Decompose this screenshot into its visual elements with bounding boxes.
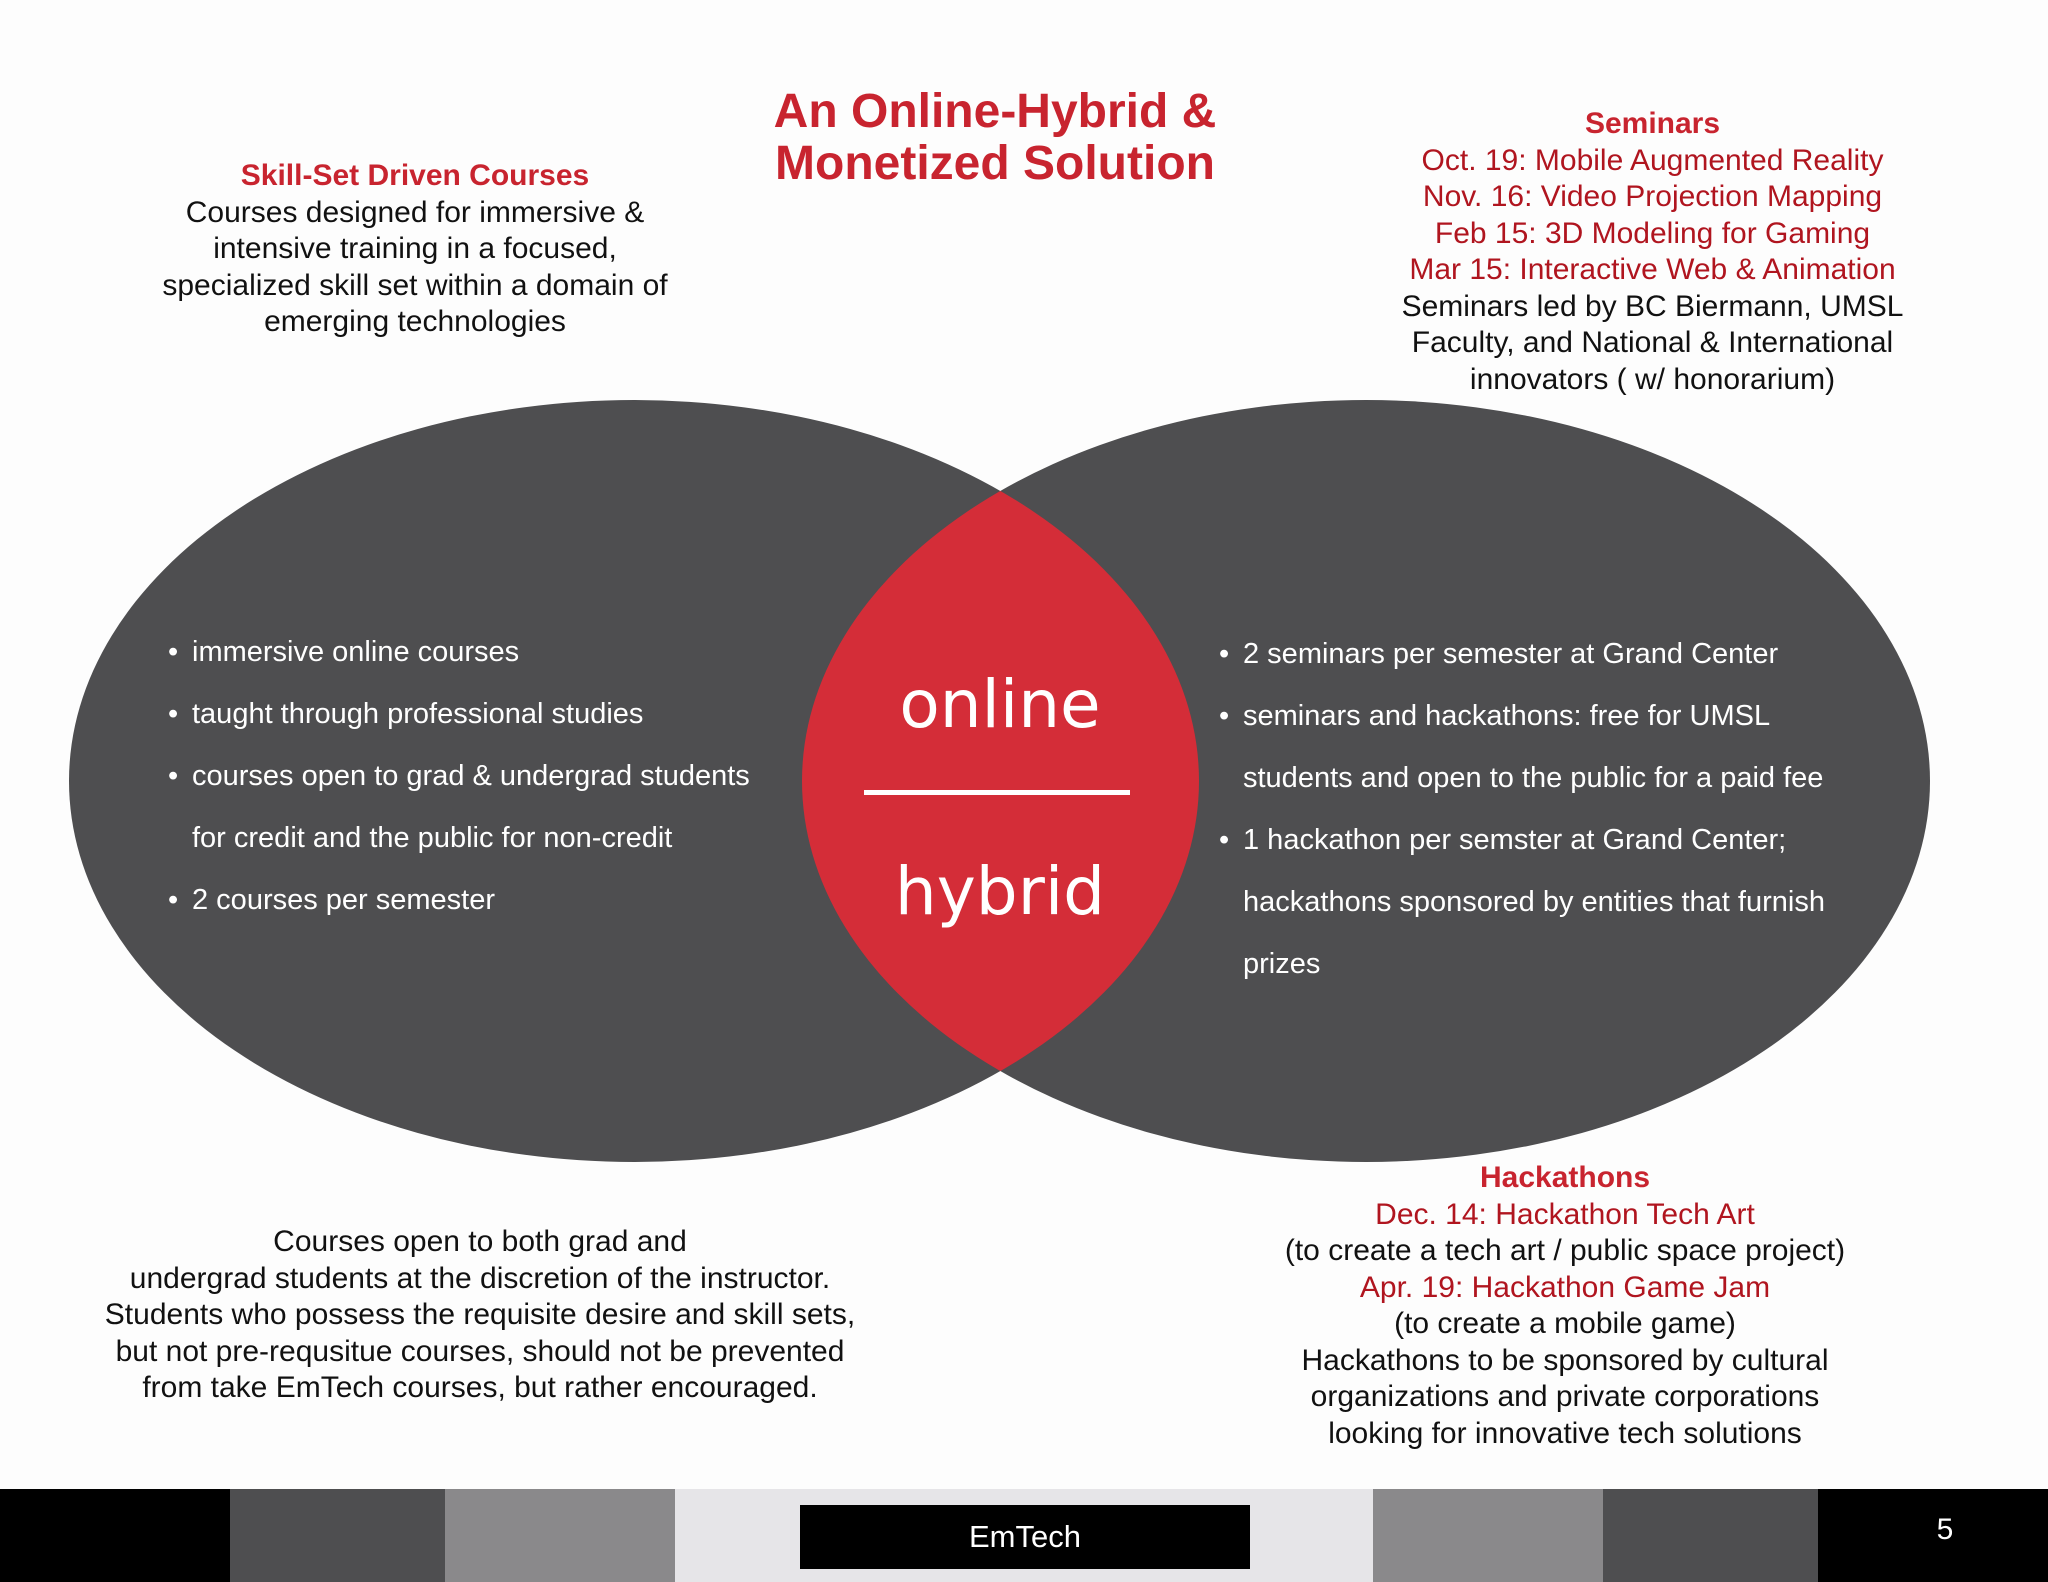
list-item bbox=[1219, 623, 1825, 685]
bullet-text: courses open to grad & undergrad students bbox=[192, 760, 750, 792]
seminar-note: Faculty, and National & International bbox=[1411, 326, 1894, 359]
skill-set-line: specialized skill set within a domain of bbox=[162, 268, 668, 302]
seminars-heading: Seminars bbox=[1584, 107, 1721, 140]
list-item bbox=[168, 869, 750, 931]
hackathon-note: looking for innovative tech solutions bbox=[1328, 1416, 1802, 1450]
list-item-continuation bbox=[192, 807, 750, 869]
bullet-text: students and open to the public for a paid fee bbox=[1243, 762, 1824, 794]
seminar-note: innovators ( w/ honorarium) bbox=[1469, 362, 1836, 396]
footer-segment bbox=[1373, 1489, 1603, 1582]
list-item-continuation bbox=[1243, 747, 1825, 809]
footer-segment bbox=[0, 1489, 230, 1582]
seminar-event: Feb 15: 3D Modeling for Gaming bbox=[1434, 216, 1871, 250]
bullet-text: hackathons sponsored by entities that furnish bbox=[1243, 886, 1825, 918]
bullet-text: for credit and the public for non-credit bbox=[192, 822, 673, 854]
overlap-bottom-word: hybrid bbox=[894, 853, 1106, 930]
page-title bbox=[740, 86, 1250, 190]
seminar-event: Oct. 19: Mobile Augmented Reality bbox=[1421, 143, 1884, 177]
bullet-dot: • bbox=[168, 698, 179, 730]
list-item-continuation bbox=[1243, 871, 1825, 933]
bullet-text: immersive online courses bbox=[192, 636, 520, 668]
courses-note-line: undergrad students at the discretion of the instructor. bbox=[129, 1261, 831, 1295]
bullet-dot: • bbox=[168, 760, 179, 792]
bullet-dot: • bbox=[1219, 700, 1230, 732]
hackathon-event: Apr. 19: Hackathon Game Jam bbox=[1359, 1270, 1771, 1304]
overlap-divider bbox=[864, 790, 1130, 795]
bullet-dot: • bbox=[1219, 638, 1230, 670]
hackathons-heading: Hackathons bbox=[1479, 1161, 1651, 1194]
bullet-dot: • bbox=[1219, 824, 1230, 856]
list-item bbox=[168, 745, 750, 807]
bullet-text: taught through professional studies bbox=[192, 698, 644, 730]
bullet-dot: • bbox=[168, 884, 179, 916]
courses-note-line: Students who possess the requisite desire and skill sets, bbox=[104, 1298, 856, 1331]
seminar-event: Mar 15: Interactive Web & Animation bbox=[1409, 253, 1896, 286]
overlap-top-word: online bbox=[899, 666, 1101, 743]
courses-note-section bbox=[70, 1224, 890, 1407]
footer-segment bbox=[1603, 1489, 1818, 1582]
hackathon-event-note: (to create a tech art / public space project) bbox=[1284, 1234, 1846, 1267]
skill-set-section bbox=[100, 158, 730, 341]
bullet-text: 2 courses per semester bbox=[192, 884, 496, 916]
list-item bbox=[1219, 685, 1825, 747]
bullet-text: seminars and hackathons: free for UMSL bbox=[1243, 700, 1771, 732]
footer-label: EmTech bbox=[800, 1505, 1250, 1569]
skill-set-heading: Skill-Set Driven Courses bbox=[240, 159, 590, 192]
list-item-continuation bbox=[1243, 933, 1825, 995]
footer-segment bbox=[445, 1489, 675, 1582]
title-line-1: An Online-Hybrid & bbox=[773, 85, 1217, 138]
left-circle-bullets bbox=[168, 621, 750, 931]
seminar-event: Nov. 16: Video Projection Mapping bbox=[1422, 180, 1883, 213]
bullet-dot: • bbox=[168, 636, 179, 668]
courses-note-line: but not pre-requsitue courses, should not be prevented bbox=[115, 1334, 845, 1368]
skill-set-line: intensive training in a focused, bbox=[213, 232, 617, 265]
right-circle-bullets bbox=[1219, 623, 1825, 995]
hackathon-note: organizations and private corporations bbox=[1310, 1380, 1820, 1413]
bullet-text: 1 hackathon per semster at Grand Center; bbox=[1243, 824, 1787, 856]
seminar-note: Seminars led by BC Biermann, UMSL bbox=[1401, 289, 1904, 323]
footer-segment bbox=[230, 1489, 445, 1582]
page-number: 5 bbox=[1936, 1513, 1954, 1546]
bullet-text: prizes bbox=[1243, 948, 1321, 980]
list-item bbox=[168, 683, 750, 745]
bullet-text: 2 seminars per semester at Grand Center bbox=[1243, 638, 1779, 670]
hackathon-note: Hackathons to be sponsored by cultural bbox=[1301, 1343, 1829, 1377]
hackathon-event: Dec. 14: Hackathon Tech Art bbox=[1375, 1197, 1755, 1231]
list-item bbox=[1219, 809, 1825, 871]
courses-note-line: Courses open to both grad and bbox=[273, 1225, 687, 1258]
skill-set-line: Courses designed for immersive & bbox=[185, 195, 645, 229]
skill-set-line: emerging technologies bbox=[264, 305, 566, 338]
hackathons-section bbox=[1240, 1160, 1890, 1452]
courses-note-line: from take EmTech courses, but rather encouraged. bbox=[142, 1371, 818, 1404]
list-item bbox=[168, 621, 750, 683]
seminars-section bbox=[1340, 106, 1965, 398]
title-line-2: Monetized Solution bbox=[775, 137, 1215, 190]
hackathon-event-note: (to create a mobile game) bbox=[1394, 1307, 1736, 1340]
